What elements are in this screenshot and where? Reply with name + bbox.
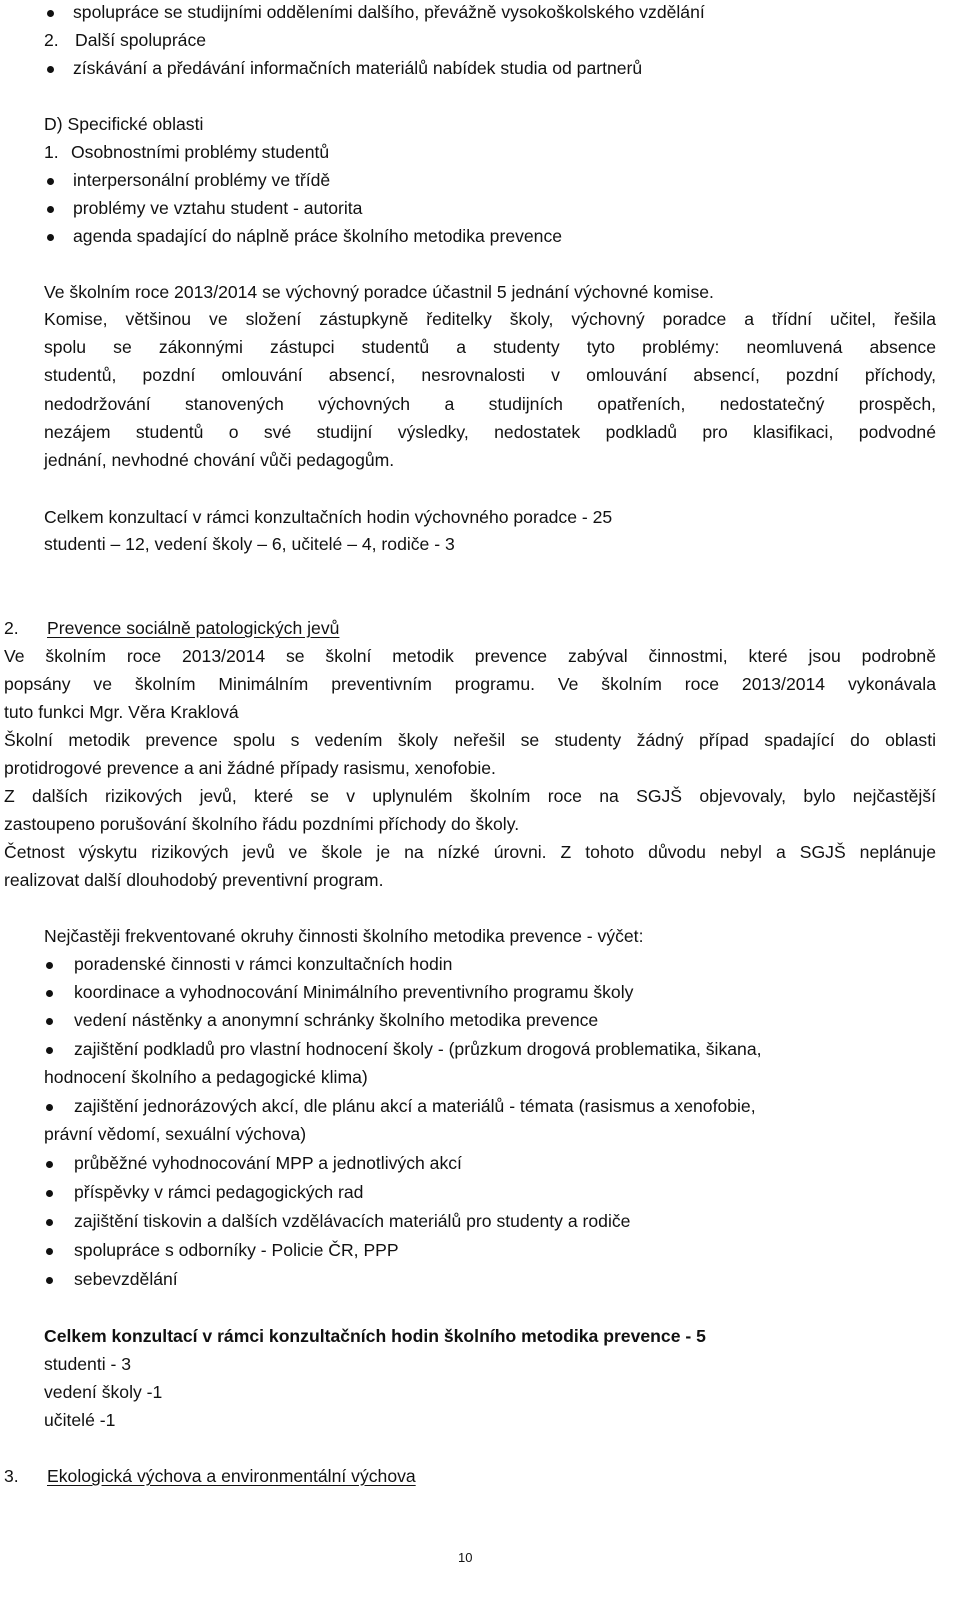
bullet-dot: [47, 178, 54, 185]
paragraph-line: Z dalších rizikových jevů, které se v uplynulém školním roce na SGJŠ objevovaly, bylo nejčastější: [4, 786, 936, 806]
paragraph-line: studentů, pozdní omlouvání absencí, nesrovnalosti v omlouvání absencí, pozdní příchody,: [44, 365, 936, 385]
bullet-dot: [46, 1219, 53, 1226]
list-item: interpersonální problémy ve třídě: [73, 170, 331, 190]
paragraph-line: Ve školním roce 2013/2014 se výchovný poradce účastnil 5 jednání výchovné komise.: [44, 282, 714, 302]
list-item: sebevzdělání: [74, 1269, 178, 1289]
paragraph-line: Školní metodik prevence spolu s vedením školy neřešil se studenty žádný případ spadající do oblasti: [4, 730, 936, 750]
paragraph-line: protidrogové prevence a ani žádné případy rasismu, xenofobie.: [4, 758, 496, 778]
list-item: zajištění jednorázových akcí, dle plánu akcí a materiálů - témata (rasismus a xenofobie,: [74, 1096, 756, 1116]
bullet-dot: [46, 1018, 53, 1025]
summary-heading: Celkem konzultací v rámci konzultačních hodin školního metodika prevence - 5: [44, 1326, 706, 1346]
list-item: zajištění podkladů pro vlastní hodnocení školy - (průzkum drogová problematika, šikana,: [74, 1039, 762, 1059]
bullet-dot: [47, 66, 54, 73]
list-item: příspěvky v rámci pedagogických rad: [74, 1182, 364, 1202]
list-item: spolupráce s odborníky - Policie ČR, PPP: [74, 1240, 399, 1260]
list-item: agenda spadající do náplně práce školního metodika prevence: [73, 226, 563, 246]
bullet-dot: [47, 206, 54, 213]
list-item: průběžné vyhodnocování MPP a jednotlivých akcí: [74, 1153, 462, 1173]
paragraph-line: tuto funkci Mgr. Věra Kraklová: [4, 702, 239, 722]
section-number: 2.: [4, 618, 19, 638]
paragraph-line: Komise, většinou ve složení zástupkyně ředitelky školy, výchovný poradce a třídní učitel, řešila: [44, 309, 936, 329]
bullet-dot: [47, 234, 54, 241]
summary-line: Celkem konzultací v rámci konzultačních hodin výchovného poradce - 25: [44, 507, 613, 527]
bullet-dot: [46, 990, 53, 997]
list-item-continuation: právní vědomí, sexuální výchova): [44, 1124, 307, 1144]
section-number: 3.: [4, 1466, 19, 1486]
paragraph-line: zastoupeno porušování školního řádu pozdními příchody do školy.: [4, 814, 520, 834]
list-item: vedení nástěnky a anonymní schránky školního metodika prevence: [74, 1010, 599, 1030]
list-item: získávání a předávání informačních materiálů nabídek studia od partnerů: [73, 58, 643, 78]
paragraph-line: popsány ve školním Minimálním preventivním programu. Ve školním roce 2013/2014 vykonávala: [4, 674, 936, 694]
list-item: poradenské činnosti v rámci konzultačních hodin: [74, 954, 453, 974]
section-heading: D) Specifické oblasti: [44, 114, 204, 134]
summary-line: studenti – 12, vedení školy – 6, učitelé – 4, rodiče - 3: [44, 534, 455, 554]
numbered-item-label: Další spolupráce: [75, 30, 207, 50]
summary-line: studenti - 3: [44, 1354, 132, 1374]
numbered-item-number: 2.: [44, 30, 59, 50]
bullet-dot: [46, 1190, 53, 1197]
bullet-dot: [46, 1248, 53, 1255]
bullet-dot: [46, 1047, 53, 1054]
list-item: spolupráce se studijními odděleními dalšího, převážně vysokoškolského vzdělání: [73, 2, 705, 22]
paragraph-line: jednání, nevhodné chování vůči pedagogům.: [44, 450, 395, 470]
page-number: 10: [458, 1550, 473, 1565]
paragraph-line: Četnost výskytu rizikových jevů ve škole je na nízké úrovni. Z tohoto důvodu nebyl a SGJŠ neplánuje: [4, 842, 936, 862]
list-item: zajištění tiskovin a dalších vzdělávacích materiálů pro studenty a rodiče: [74, 1211, 631, 1231]
paragraph-line: nedodržování stanovených výchovných a studijních opatřeních, nedostatečný prospěch,: [44, 394, 936, 414]
section-title: Prevence sociálně patologických jevů: [47, 618, 340, 638]
numbered-item-number: 1.: [44, 142, 59, 162]
paragraph-line: realizovat další dlouhodobý preventivní program.: [4, 870, 384, 890]
numbered-item-label: Osobnostními problémy studentů: [71, 142, 330, 162]
paragraph-line: Ve školním roce 2013/2014 se školní metodik prevence zabýval činnostmi, které jsou podrobně: [4, 646, 936, 666]
section-title: Ekologická výchova a environmentální výchova: [47, 1466, 416, 1486]
bullet-dot: [47, 10, 54, 17]
bullet-dot: [46, 1277, 53, 1284]
bullet-dot: [46, 962, 53, 969]
list-intro: Nejčastěji frekventované okruhy činnosti školního metodika prevence - výčet:: [44, 926, 644, 946]
summary-line: vedení školy -1: [44, 1382, 163, 1402]
summary-line: učitelé -1: [44, 1410, 116, 1430]
bullet-dot: [46, 1161, 53, 1168]
bullet-dot: [46, 1104, 53, 1111]
list-item: koordinace a vyhodnocování Minimálního preventivního programu školy: [74, 982, 634, 1002]
paragraph-line: nezájem studentů o své studijní výsledky, nedostatek podkladů pro klasifikaci, podvodné: [44, 422, 936, 442]
list-item-continuation: hodnocení školního a pedagogické klima): [44, 1067, 368, 1087]
paragraph-line: spolu se zákonnými zástupci studentů a studenty tyto problémy: neomluvená absence: [44, 337, 936, 357]
list-item: problémy ve vztahu student - autorita: [73, 198, 363, 218]
